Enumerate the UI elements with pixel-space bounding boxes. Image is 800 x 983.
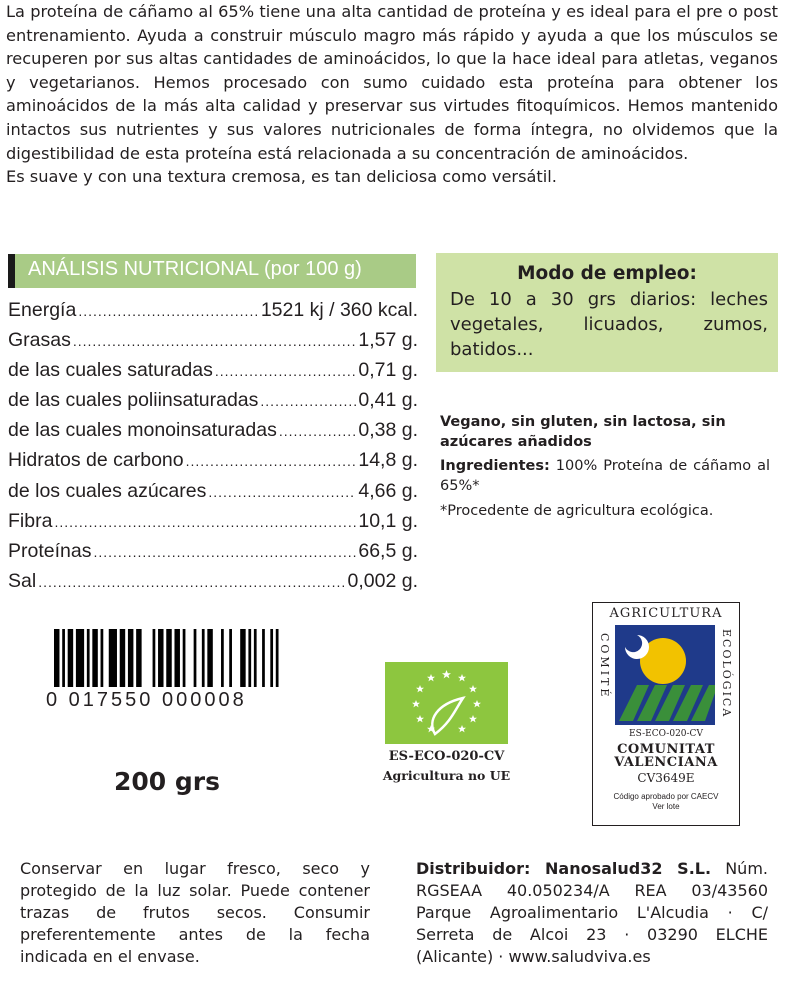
nutrition-row bbox=[8, 449, 418, 479]
nutrition-label: Sal bbox=[8, 569, 37, 592]
caecv-right-text: ECOLÓGICA bbox=[720, 629, 733, 719]
nutrition-row bbox=[8, 540, 418, 570]
barcode-bar bbox=[87, 629, 90, 687]
barcode-bar bbox=[183, 629, 186, 687]
nutrition-value: 0,71 g. bbox=[358, 359, 418, 382]
nutrition-label: Fibra bbox=[8, 509, 53, 532]
nutrition-value: 0,002 g. bbox=[347, 569, 418, 592]
description-paragraph-2: Es suave y con una textura cremosa, es tan deliciosa como versátil. bbox=[6, 167, 557, 187]
storage-instructions: Conservar en lugar fresco, seco y protegido de la luz solar. Puede contener trazas de frutos secos. Consumir preferentemente antes de la fecha indicada en el envase. bbox=[20, 859, 370, 966]
barcode-bar bbox=[276, 629, 279, 687]
nutrition-header-accent bbox=[8, 254, 15, 288]
distributor-text: Núm. RGSEAA 40.050234/A REA 03/43560 Parque Agroalimentario L'Alcudia · C/ Serreta de Alcoi 23 · 03290 ELCHE (Alicante) · www.saludviva.es bbox=[416, 859, 768, 966]
caecv-seal bbox=[592, 602, 740, 826]
nutrition-value: 4,66 g. bbox=[358, 479, 418, 502]
barcode-bar bbox=[229, 629, 232, 687]
barcode-bar bbox=[76, 629, 84, 687]
nutrition-row bbox=[8, 570, 418, 600]
nutrition-label: Energía bbox=[8, 299, 77, 321]
nutrition-value: 14,8 g. bbox=[358, 449, 418, 472]
eu-organic-origin: Agricultura no UE bbox=[382, 768, 511, 783]
barcode-bar bbox=[128, 629, 133, 687]
barcode-number: 0 017550 000008 bbox=[46, 689, 247, 711]
barcode-bar bbox=[153, 629, 156, 687]
ingredients-text: 100% Proteína de cáñamo al 65%* bbox=[440, 458, 770, 494]
dot-leader bbox=[54, 514, 356, 530]
caecv-region-line-2: VALENCIANA bbox=[614, 755, 718, 770]
distributor-label: Distribuidor: Nanosalud32 S.L. bbox=[416, 859, 712, 878]
barcode-bar bbox=[221, 629, 224, 687]
barcode-bar bbox=[207, 629, 212, 687]
barcode-bar bbox=[166, 629, 171, 687]
nutrition-label: Hidratos de carbono bbox=[8, 449, 184, 472]
barcode-bar bbox=[202, 629, 205, 687]
eu-organic-code: ES-ECO-020-CV bbox=[388, 749, 505, 764]
nutrition-row bbox=[8, 419, 418, 449]
dot-leader bbox=[279, 423, 357, 439]
ingredients-label: Ingredientes: bbox=[440, 458, 550, 474]
caecv-batch: Ver lote bbox=[652, 802, 680, 811]
eu-organic-leaf-icon bbox=[385, 662, 508, 744]
caecv-region-line-1: COMUNITAT bbox=[617, 742, 715, 757]
ingredients bbox=[440, 456, 770, 496]
dot-leader bbox=[38, 574, 345, 590]
barcode-bar bbox=[248, 629, 251, 687]
usage-box bbox=[436, 253, 778, 372]
dot-leader bbox=[260, 393, 356, 409]
barcode-bar bbox=[254, 629, 257, 687]
product-description bbox=[6, 0, 778, 189]
barcode-bar bbox=[92, 629, 97, 687]
barcode-bar bbox=[158, 629, 163, 687]
nutrition-row bbox=[8, 510, 418, 540]
caecv-code: ES-ECO-020-CV bbox=[629, 729, 703, 739]
nutrition-row bbox=[8, 299, 418, 329]
nutrition-label: de las cuales saturadas bbox=[8, 359, 213, 382]
barcode-bar bbox=[174, 629, 179, 687]
dot-leader bbox=[208, 484, 356, 500]
dot-leader bbox=[73, 333, 357, 349]
barcode-bar bbox=[120, 629, 125, 687]
nutrition-label: de las cuales monoinsaturadas bbox=[8, 419, 277, 442]
dot-leader bbox=[215, 363, 356, 379]
barcode-bar bbox=[101, 629, 104, 687]
nutrition-value: 0,38 g. bbox=[358, 419, 418, 442]
caecv-top-text: AGRICULTURA bbox=[609, 606, 723, 621]
caecv-left-text: COMITÉ bbox=[598, 633, 611, 700]
net-weight: 200 grs bbox=[114, 767, 220, 796]
barcode-bar bbox=[262, 629, 265, 687]
nutrition-value: 0,41 g. bbox=[358, 389, 418, 412]
barcode-bar bbox=[109, 629, 117, 687]
barcode-bar bbox=[62, 629, 65, 687]
barcode-bar bbox=[136, 629, 141, 687]
vegan-claim: Vegano, sin gluten, sin lactosa, sin azúcares añadidos bbox=[440, 414, 726, 450]
nutrition-row bbox=[8, 389, 418, 419]
nutrition-header bbox=[8, 254, 416, 288]
nutrition-label: Proteínas bbox=[8, 539, 92, 562]
barcode-bar bbox=[68, 629, 73, 687]
nutrition-table bbox=[8, 299, 418, 600]
usage-text: De 10 a 30 grs diarios: leches vegetales, licuados, zumos, batidos... bbox=[450, 289, 768, 360]
dot-leader bbox=[78, 303, 259, 319]
caecv-approved: Código aprobado por CAECV bbox=[613, 792, 719, 801]
distributor-info bbox=[416, 858, 768, 968]
usage-title: Modo de empleo: bbox=[517, 263, 697, 284]
barcode-bar bbox=[240, 629, 245, 687]
dot-leader bbox=[93, 544, 356, 560]
barcode-bar bbox=[194, 629, 197, 687]
nutrition-row bbox=[8, 480, 418, 510]
nutrition-row bbox=[8, 329, 418, 359]
nutrition-value: 66,5 g. bbox=[358, 539, 418, 562]
dot-leader bbox=[186, 453, 357, 469]
nutrition-value: 10,1 g. bbox=[358, 509, 418, 532]
barcode-bar bbox=[54, 629, 59, 687]
product-claims bbox=[440, 412, 770, 521]
barcode bbox=[54, 629, 284, 687]
nutrition-value: 1,57 g. bbox=[358, 329, 418, 352]
description-paragraph-1: La proteína de cáñamo al 65% tiene una alta cantidad de proteína y es ideal para el pre o post entrenamiento. Ayuda a construir músculo magro más rápido y ayuda a que los músculos se recuperen por sus altas cantidades de aminoácidos, lo que la hace ideal para atletas, veganos y vegetarianos. Hemos procesado con sumo cuidado esta proteína para obtener los aminoácidos de la más alta calidad y preservar sus virtudes fitoquímicos. Hemos mantenido intactos sus nutrientes y sus valores nutricionales de forma íntegra, no olvidemos que la digestibilidad de esta proteína está relacionada a su concentración de aminoácidos. bbox=[6, 2, 778, 163]
nutrition-value: 1521 kj / 360 kcal. bbox=[260, 299, 418, 321]
nutrition-label: de las cuales poliinsaturadas bbox=[8, 389, 259, 412]
barcode-bar bbox=[270, 629, 273, 687]
organic-footnote: *Procedente de agricultura ecológica. bbox=[440, 503, 714, 519]
nutrition-label: Grasas bbox=[8, 329, 71, 352]
nutrition-row bbox=[8, 359, 418, 389]
nutrition-label: de los cuales azúcares bbox=[8, 479, 207, 502]
caecv-cert-number: CV3649E bbox=[637, 771, 695, 785]
nutrition-title: ANÁLISIS NUTRICIONAL (por 100 g) bbox=[28, 258, 362, 280]
